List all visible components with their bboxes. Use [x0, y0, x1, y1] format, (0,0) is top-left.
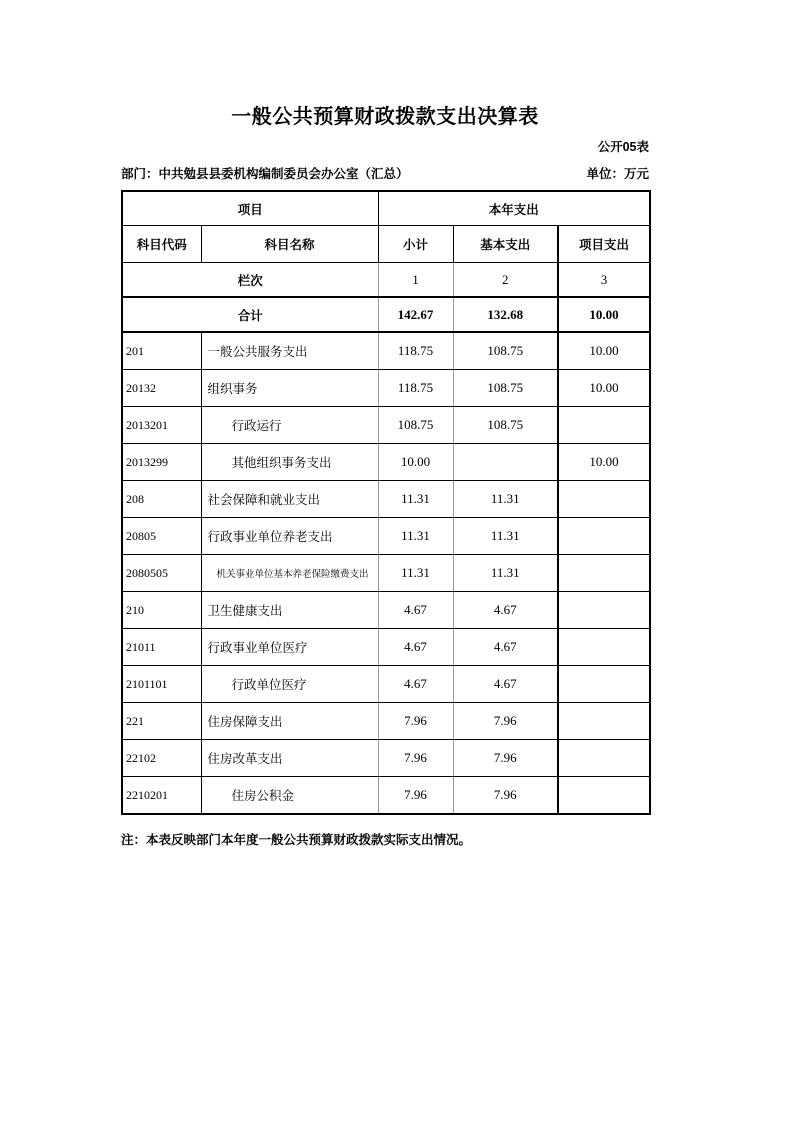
- subtotal-value-cell: 7.96: [378, 703, 453, 740]
- project-expense-value-cell: [558, 592, 650, 629]
- basic-expense-value-cell: 4.67: [453, 629, 558, 666]
- basic-expense-value-cell: 108.75: [453, 332, 558, 370]
- column-index-3: 3: [558, 263, 650, 298]
- subject-name-cell: 住房保障支出: [201, 703, 378, 740]
- table-row: [122, 518, 650, 555]
- subtotal-value-cell: 118.75: [378, 370, 453, 407]
- table-row: [122, 444, 650, 481]
- subject-code-cell: 2101101: [122, 666, 201, 703]
- subject-name-cell: 行政运行: [201, 407, 378, 444]
- project-expense-value-cell: [558, 481, 650, 518]
- table-row: [122, 407, 650, 444]
- table-row: [122, 592, 650, 629]
- basic-expense-value-cell: 108.75: [453, 407, 558, 444]
- form-number-label: 公开05表: [597, 140, 649, 154]
- subject-name-cell: 行政事业单位医疗: [201, 629, 378, 666]
- project-expense-value-cell: [558, 777, 650, 815]
- header-year-expense-group: 本年支出: [378, 191, 650, 226]
- table-row: [122, 703, 650, 740]
- header-subject-name: 科目名称: [201, 226, 378, 263]
- subject-code-cell: 2080505: [122, 555, 201, 592]
- basic-expense-value-cell: 4.67: [453, 666, 558, 703]
- project-expense-value-cell: [558, 518, 650, 555]
- subtotal-value-cell: 118.75: [378, 332, 453, 370]
- basic-expense-value-cell: 4.67: [453, 592, 558, 629]
- header-basic-expense: 基本支出: [453, 226, 558, 263]
- subject-code-cell: 21011: [122, 629, 201, 666]
- subject-name-cell: 行政单位医疗: [201, 666, 378, 703]
- basic-expense-value-cell: 7.96: [453, 703, 558, 740]
- basic-expense-value-cell: 7.96: [453, 740, 558, 777]
- total-basic-expense-value: 132.68: [453, 297, 558, 332]
- unit-label: 单位：万元: [586, 167, 649, 181]
- table-row: [122, 740, 650, 777]
- subject-name-cell: 住房改革支出: [201, 740, 378, 777]
- column-index-2: 2: [453, 263, 558, 298]
- header-project-expense: 项目支出: [558, 226, 650, 263]
- budget-table: [121, 190, 651, 815]
- column-index-label: 栏次: [122, 263, 378, 298]
- subject-code-cell: 221: [122, 703, 201, 740]
- subtotal-value-cell: 11.31: [378, 518, 453, 555]
- subtotal-value-cell: 11.31: [378, 555, 453, 592]
- project-expense-value-cell: 10.00: [558, 444, 650, 481]
- subject-name-cell: 住房公积金: [201, 777, 378, 815]
- column-index-1: 1: [378, 263, 453, 298]
- document-content: [121, 0, 649, 848]
- total-subtotal-value: 142.67: [378, 297, 453, 332]
- subtotal-value-cell: 4.67: [378, 629, 453, 666]
- subject-name-cell: 机关事业单位基本养老保险缴费支出: [201, 555, 378, 592]
- header-columns-row: [122, 226, 650, 263]
- subtotal-value-cell: 108.75: [378, 407, 453, 444]
- subject-name-cell: 行政事业单位养老支出: [201, 518, 378, 555]
- project-expense-value-cell: [558, 555, 650, 592]
- basic-expense-value-cell: [453, 444, 558, 481]
- department-label: 部门：中共勉县县委机构编制委员会办公室（汇总）: [121, 167, 409, 181]
- subject-name-cell: 社会保障和就业支出: [201, 481, 378, 518]
- project-expense-value-cell: [558, 740, 650, 777]
- subject-name-cell: 其他组织事务支出: [201, 444, 378, 481]
- header-item-group: 项目: [122, 191, 378, 226]
- table-body: [122, 191, 650, 814]
- total-row: [122, 297, 650, 332]
- footnote: 注：本表反映部门本年度一般公共预算财政拨款实际支出情况。: [121, 833, 472, 847]
- subject-code-cell: 20132: [122, 370, 201, 407]
- subtotal-value-cell: 4.67: [378, 592, 453, 629]
- table-row: [122, 555, 650, 592]
- basic-expense-value-cell: 7.96: [453, 777, 558, 815]
- table-row: [122, 666, 650, 703]
- project-expense-value-cell: [558, 407, 650, 444]
- header-subtotal: 小计: [378, 226, 453, 263]
- table-row: [122, 629, 650, 666]
- subject-code-cell: 208: [122, 481, 201, 518]
- project-expense-value-cell: 10.00: [558, 370, 650, 407]
- basic-expense-value-cell: 108.75: [453, 370, 558, 407]
- table-row: [122, 332, 650, 370]
- project-expense-value-cell: [558, 703, 650, 740]
- subtotal-value-cell: 7.96: [378, 740, 453, 777]
- project-expense-value-cell: 10.00: [558, 332, 650, 370]
- project-expense-value-cell: [558, 629, 650, 666]
- meta-row: [121, 164, 649, 182]
- subject-code-cell: 2210201: [122, 777, 201, 815]
- total-label: 合计: [122, 297, 378, 332]
- page-title: 一般公共预算财政拨款支出决算表: [231, 106, 539, 128]
- subject-code-cell: 210: [122, 592, 201, 629]
- table-row: [122, 370, 650, 407]
- subtotal-value-cell: 7.96: [378, 777, 453, 815]
- header-subject-code: 科目代码: [122, 226, 201, 263]
- subject-name-cell: 卫生健康支出: [201, 592, 378, 629]
- total-project-expense-value: 10.00: [558, 297, 650, 332]
- subtotal-value-cell: 4.67: [378, 666, 453, 703]
- basic-expense-value-cell: 11.31: [453, 481, 558, 518]
- subtotal-value-cell: 11.31: [378, 481, 453, 518]
- basic-expense-value-cell: 11.31: [453, 518, 558, 555]
- subject-code-cell: 201: [122, 332, 201, 370]
- subject-name-cell: 组织事务: [201, 370, 378, 407]
- table-row: [122, 777, 650, 815]
- basic-expense-value-cell: 11.31: [453, 555, 558, 592]
- header-group-row: [122, 191, 650, 226]
- table-row: [122, 481, 650, 518]
- subject-code-cell: 22102: [122, 740, 201, 777]
- subject-code-cell: 2013201: [122, 407, 201, 444]
- subject-code-cell: 2013299: [122, 444, 201, 481]
- subject-name-cell: 一般公共服务支出: [201, 332, 378, 370]
- project-expense-value-cell: [558, 666, 650, 703]
- column-index-row: [122, 263, 650, 298]
- subject-code-cell: 20805: [122, 518, 201, 555]
- subtotal-value-cell: 10.00: [378, 444, 453, 481]
